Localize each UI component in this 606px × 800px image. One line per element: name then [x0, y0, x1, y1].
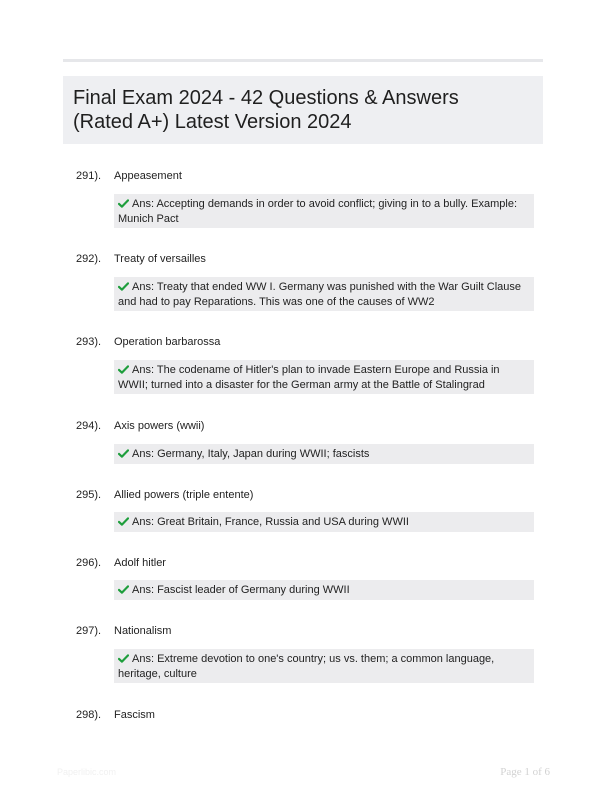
question-number: 293).	[76, 336, 102, 348]
question-text: Adolf hitler	[114, 557, 166, 569]
question-number: 296).	[76, 557, 102, 569]
question-number: 297).	[76, 625, 102, 637]
title-line-2: (Rated A+) Latest Version 2024	[73, 111, 352, 133]
check-icon	[118, 449, 129, 458]
document-title	[73, 86, 543, 134]
question-text: Nationalism	[114, 625, 172, 637]
answer-box	[114, 277, 534, 311]
answer-text: Ans: The codename of Hitler's plan to invade Eastern Europe and Russia in WWII; turned into a disaster for the German army at the Battle of Stalingrad	[118, 364, 500, 391]
answer-box	[114, 194, 534, 228]
answer-text: Ans: Fascist leader of Germany during WWII	[132, 584, 350, 596]
page-number: Page 1 of 6	[500, 766, 550, 778]
answer-text: Ans: Accepting demands in order to avoid conflict; giving in to a bully. Example: Munich Pact	[118, 198, 518, 225]
top-divider	[63, 59, 543, 62]
answer-text: Ans: Germany, Italy, Japan during WWII; fascists	[132, 448, 370, 460]
check-icon	[118, 654, 129, 663]
question-text: Treaty of versailles	[114, 253, 206, 265]
question-number: 298).	[76, 709, 102, 721]
question-text: Operation barbarossa	[114, 336, 221, 348]
answer-box	[114, 580, 534, 600]
question-number: 295).	[76, 489, 102, 501]
check-icon	[118, 517, 129, 526]
answer-text: Ans: Treaty that ended WW I. Germany was punished with the War Guilt Clause and had to pay Reparations. This was one of the causes of WW2	[118, 281, 522, 308]
title-line-1: Final Exam 2024 - 42 Questions & Answers	[73, 87, 459, 109]
title-banner	[63, 76, 543, 144]
question-text: Axis powers (wwii)	[114, 420, 205, 432]
question-number: 291).	[76, 170, 102, 182]
check-icon	[118, 585, 129, 594]
answer-text: Ans: Extreme devotion to one's country; us vs. them; a common language, heritage, culture	[118, 653, 495, 680]
answer-box	[114, 360, 534, 394]
check-icon	[118, 282, 129, 291]
footer-watermark: Paperlibic.com	[57, 767, 117, 777]
question-number: 292).	[76, 253, 102, 265]
check-icon	[118, 199, 129, 208]
question-text: Fascism	[114, 709, 155, 721]
question-number: 294).	[76, 420, 102, 432]
answer-box	[114, 444, 534, 464]
answer-box	[114, 649, 534, 683]
check-icon	[118, 365, 129, 374]
answer-text: Ans: Great Britain, France, Russia and USA during WWII	[132, 516, 409, 528]
question-text: Allied powers (triple entente)	[114, 489, 254, 501]
answer-box	[114, 512, 534, 532]
question-text: Appeasement	[114, 170, 182, 182]
